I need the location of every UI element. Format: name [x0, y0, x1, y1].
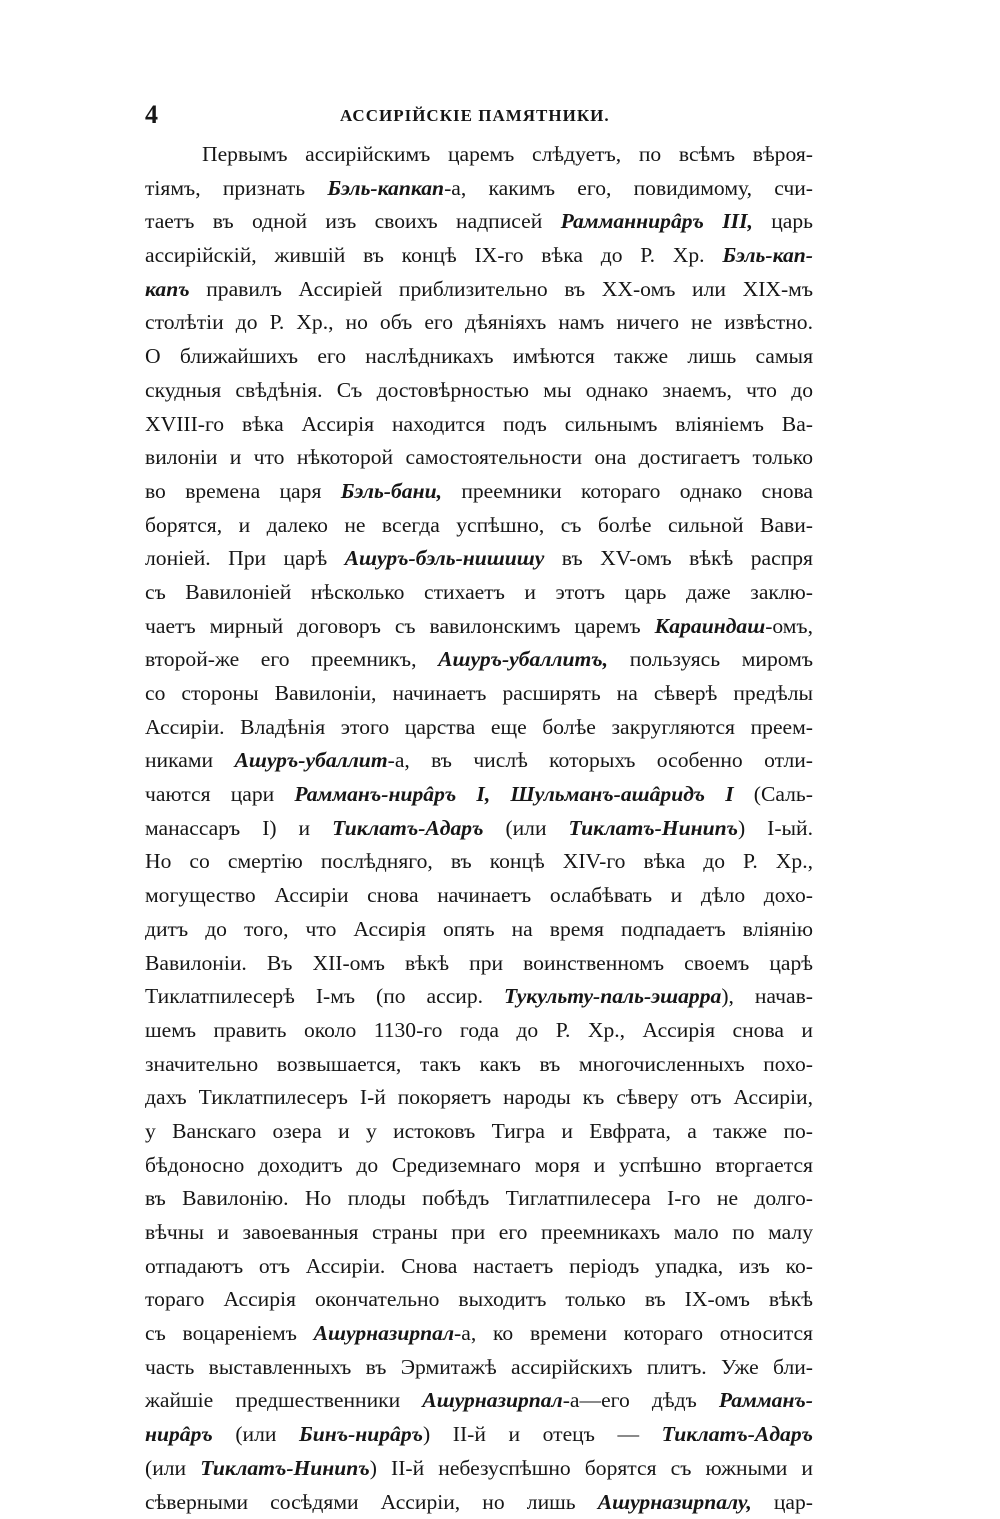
text-segment: ) I-ый.: [738, 816, 813, 840]
text-segment: жайшіе предшественники: [145, 1388, 422, 1412]
text-line: [145, 812, 813, 846]
text-line: [145, 1452, 813, 1486]
text-segment: съ воцареніемъ: [145, 1321, 314, 1345]
text-line: [145, 509, 813, 543]
text-segment: (или: [213, 1422, 299, 1446]
text-segment: пользуясь миромъ: [608, 647, 813, 671]
text-segment: въ Вавилонію. Но плоды побѣдъ Тиглатпилесера I-го не долго-: [145, 1186, 813, 1210]
text-line: [145, 677, 813, 711]
text-segment: столѣтіи до Р. Хр., но объ его дѣяніяхъ намъ ничего не извѣстно.: [145, 310, 813, 334]
text-segment: преемники котораго однако снова: [442, 479, 813, 503]
text-segment: тораго Ассирія окончательно выходитъ только въ IX-омъ вѣкѣ: [145, 1287, 813, 1311]
proper-name: Бэль-капкап: [327, 176, 444, 200]
proper-name: Тиклатъ-Нинипъ: [569, 816, 739, 840]
text-line: [145, 1250, 813, 1284]
proper-name: Караиндаш: [655, 614, 766, 638]
proper-name: Ашурназирпалу,: [598, 1490, 752, 1514]
text-segment: ), начав-: [721, 984, 813, 1008]
text-line: [145, 1486, 813, 1519]
text-segment: отпадаютъ отъ Ассиріи. Снова настаетъ періодъ упадка, изъ ко-: [145, 1254, 813, 1278]
text-line: [145, 306, 813, 340]
proper-name: Ашуръ-убаллит: [234, 748, 387, 772]
text-segment: правилъ Ассиріей приблизительно въ XX-омъ или XIX-мъ: [190, 277, 813, 301]
text-line: [145, 374, 813, 408]
text-segment: тіямъ, признать: [145, 176, 327, 200]
proper-name: Тукульту-паль-эшарра: [504, 984, 721, 1008]
text-segment: (Саль-: [734, 782, 813, 806]
text-segment: сѣверными сосѣдями Ассиріи, но лишь: [145, 1490, 598, 1514]
page-number: 4: [145, 100, 158, 130]
text-segment: шемъ править около 1130-го года до Р. Хр., Ассирія снова и: [145, 1018, 813, 1042]
proper-name: Тиклатъ-Адаръ: [662, 1422, 813, 1446]
text-segment: бѣдоносно доходитъ до Средиземнаго моря и успѣшно вторгается: [145, 1153, 813, 1177]
text-line: [145, 542, 813, 576]
text-segment: Вавилоніи. Въ XII-омъ вѣкѣ при воинственномъ своемъ царѣ: [145, 951, 813, 975]
text-line: [145, 643, 813, 677]
text-segment: со стороны Вавилоніи, начинаетъ расширять на сѣверѣ предѣлы: [145, 681, 813, 705]
text-line: [145, 711, 813, 745]
text-segment: -а, какимъ его, повидимому, счи-: [444, 176, 813, 200]
text-line: [145, 441, 813, 475]
proper-name: Ашурназирпал: [314, 1321, 454, 1345]
text-segment: таетъ въ одной изъ своихъ надписей: [145, 209, 561, 233]
text-line: [145, 408, 813, 442]
text-segment: царь: [753, 209, 813, 233]
page-header: [145, 98, 845, 132]
text-line: [145, 205, 813, 239]
text-segment: Ассиріи. Владѣнія этого царства еще болѣе закругляются преем-: [145, 715, 813, 739]
proper-name: Ашуръ-бэль-нишишу: [345, 546, 545, 570]
proper-name: Бэль-кап-: [722, 243, 813, 267]
text-line: [145, 879, 813, 913]
text-segment: чаетъ мирный договоръ съ вавилонскимъ царемъ: [145, 614, 655, 638]
text-segment: скудныя свѣдѣнія. Съ достовѣрностью мы однако знаемъ, что до: [145, 378, 813, 402]
text-line: [145, 475, 813, 509]
text-segment: могущество Ассиріи снова начинаетъ ослабѣвать и дѣло дохо-: [145, 883, 813, 907]
text-segment: ассирійскій, жившій въ концѣ IX-го вѣка до Р. Хр.: [145, 243, 722, 267]
proper-name: капъ: [145, 277, 190, 301]
text-line: [145, 778, 813, 812]
text-line: [145, 1384, 813, 1418]
text-line: [145, 1216, 813, 1250]
text-segment: -а, въ числѣ которыхъ особенно отли-: [388, 748, 813, 772]
text-segment: вилоніи и что нѣкоторой самостоятельности она достигаетъ только: [145, 445, 813, 469]
text-segment: ) II-й и отецъ —: [423, 1422, 662, 1446]
text-line: [145, 610, 813, 644]
text-line: [145, 172, 813, 206]
text-segment: борятся, и далеко не всегда успѣшно, съ болѣе сильной Вави-: [145, 513, 813, 537]
text-line: [145, 239, 813, 273]
text-line: [145, 980, 813, 1014]
proper-name: Рамманъ-нирâръ I, Шульманъ-ашâридъ I: [294, 782, 733, 806]
text-line: [145, 1351, 813, 1385]
proper-name: Тиклатъ-Адаръ: [332, 816, 483, 840]
text-segment: ) II-й небезуспѣшно борятся съ южными и: [370, 1456, 813, 1480]
text-segment: XVIII-го вѣка Ассирія находится подъ сильнымъ вліяніемъ Ва-: [145, 412, 813, 436]
text-line: [145, 1182, 813, 1216]
text-segment: -а—его дѣдъ: [563, 1388, 719, 1412]
proper-name: Бэль-бани,: [341, 479, 442, 503]
text-segment: съ Вавилоніей нѣсколько стихаетъ и этотъ царь даже заклю-: [145, 580, 813, 604]
text-line: [145, 576, 813, 610]
proper-name: Ашурназирпал: [422, 1388, 562, 1412]
running-title: АССИРІЙСКІЕ ПАМЯТНИКИ.: [340, 106, 610, 126]
text-segment: -омъ,: [765, 614, 813, 638]
text-line: [145, 1014, 813, 1048]
text-segment: -а, ко времени котораго относится: [454, 1321, 813, 1345]
text-line: [145, 1283, 813, 1317]
text-line: [145, 913, 813, 947]
text-line: [145, 1048, 813, 1082]
proper-name: Тиклатъ-Нинипъ: [200, 1456, 370, 1480]
text-segment: Тиклатпилесерѣ I-мъ (по ассир.: [145, 984, 504, 1008]
proper-name: Бинъ-нирâръ: [299, 1422, 423, 1446]
text-segment: цар-: [752, 1490, 813, 1514]
proper-name: Рамманнирâръ III,: [561, 209, 753, 233]
text-segment: (или: [483, 816, 568, 840]
text-segment: О ближайшихъ его наслѣдникахъ имѣются также лишь самыя: [145, 344, 813, 368]
text-segment: Первымъ ассирійскимъ царемъ слѣдуетъ, по всѣмъ вѣроя-: [202, 142, 813, 166]
text-line: [145, 1418, 813, 1452]
proper-name: нирâръ: [145, 1422, 213, 1446]
text-line: [145, 273, 813, 307]
text-segment: у Ванскаго озера и у истоковъ Тигра и Евфрата, а также по-: [145, 1119, 813, 1143]
text-line: [145, 1317, 813, 1351]
text-line: [145, 1081, 813, 1115]
proper-name: Рамманъ-: [719, 1388, 813, 1412]
text-line: [145, 1149, 813, 1183]
text-segment: вѣчны и завоеванныя страны при его преемникахъ мало по малу: [145, 1220, 813, 1244]
text-segment: во времена царя: [145, 479, 341, 503]
text-segment: въ XV-омъ вѣкѣ распря: [544, 546, 813, 570]
text-segment: значительно возвышается, такъ какъ въ многочисленныхъ похо-: [145, 1052, 813, 1076]
text-line: [145, 845, 813, 879]
text-segment: никами: [145, 748, 234, 772]
text-segment: дитъ до того, что Ассирія опять на время подпадаетъ вліянію: [145, 917, 813, 941]
text-segment: дахъ Тиклатпилесеръ I-й покоряетъ народы къ сѣверу отъ Ассиріи,: [145, 1085, 813, 1109]
text-segment: чаются цари: [145, 782, 294, 806]
text-segment: второй-же его преемникъ,: [145, 647, 438, 671]
body-text: [145, 138, 813, 1519]
text-segment: часть выставленныхъ въ Эрмитажѣ ассирійскихъ плитъ. Уже бли-: [145, 1355, 813, 1379]
text-line: [145, 340, 813, 374]
text-line: [145, 138, 813, 172]
text-segment: Но со смертію послѣдняго, въ концѣ XIV-го вѣка до Р. Хр.,: [145, 849, 813, 873]
text-line: [145, 1115, 813, 1149]
text-line: [145, 744, 813, 778]
proper-name: Ашуръ-убаллитъ,: [438, 647, 608, 671]
text-segment: (или: [145, 1456, 200, 1480]
text-line: [145, 947, 813, 981]
text-segment: манассаръ I) и: [145, 816, 332, 840]
text-segment: лоніей. При царѣ: [145, 546, 345, 570]
